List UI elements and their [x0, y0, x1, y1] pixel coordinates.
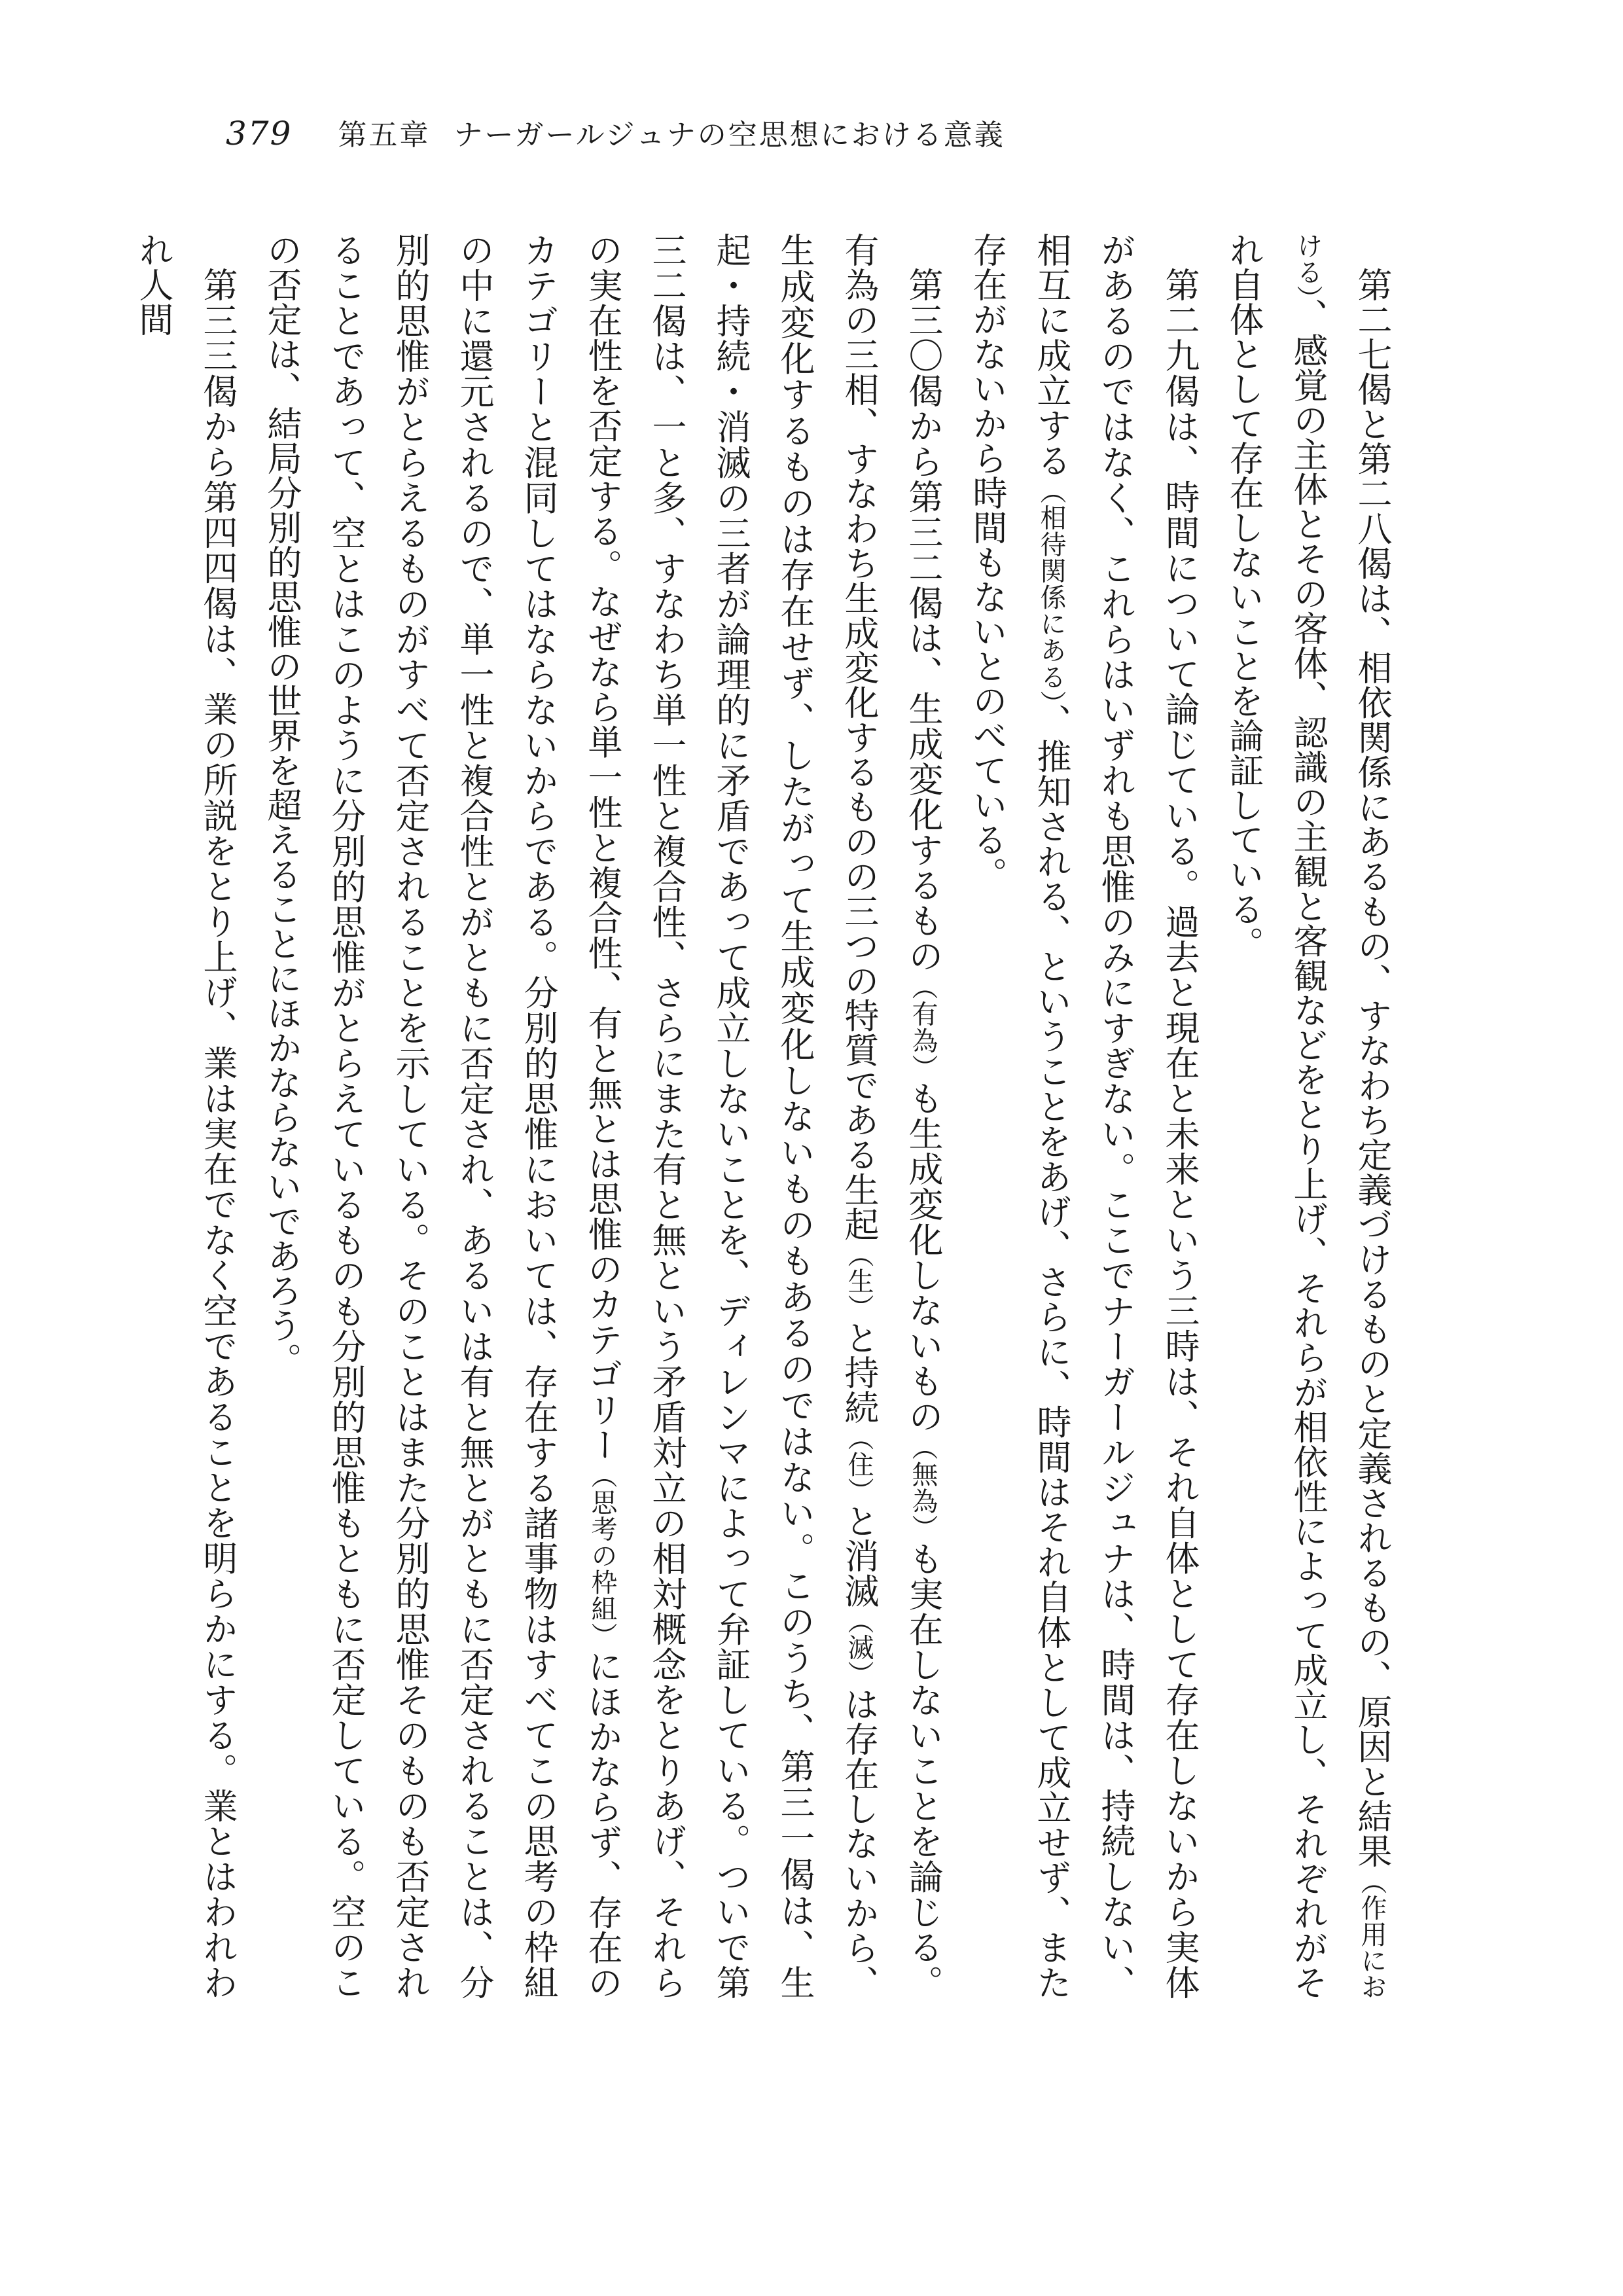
text-run: 第三三偈から第四四偈は、業の所説をとり上げ、業は実在でなく空であることを明らかにする。業とはわれわれ人間: [134, 232, 238, 2000]
inline-gloss: （相待関係にある）: [1036, 477, 1066, 704]
inline-gloss: （生）: [844, 1241, 874, 1320]
vertical-body-text: [134, 232, 1404, 2000]
page-number: 379: [226, 115, 293, 152]
inline-gloss: （無為）: [908, 1433, 938, 1541]
text-run: にほかならず、存在のカテゴリーと混同してはならないからである。分別的思惟においては、存在する諸事物はすべてこの思考の枠組の中に還元されるので、単一性と複合性とがともに否定され、あるいは有と無とがともに否定されることは、分別的思惟がとらえるものがすべて否定されることを示している。そのことはまた分別的思惟そのものも否定されることであって、空とはこのように分別的思惟がとらえているものも分別的思惟もともに否定している。空のこの否定は、結局分別的思惟の世界を超えることにほかならないであろう。: [262, 232, 622, 2000]
chapter-label: 第五章: [338, 118, 431, 152]
inline-gloss: （思考の枠組）: [587, 1462, 617, 1649]
paragraph-2: [955, 232, 1211, 2000]
text-run: と持続: [839, 1319, 879, 1425]
inline-gloss: （作用における）: [1293, 232, 1387, 2000]
text-run: 第二七偈と第二八偈は、相依関係にあるもの、すなわち定義づけるものと定義されるもの、原因と結果: [1352, 267, 1392, 1869]
text-run: 第二九偈は、時間について論じている。過去と現在と未来という三時は、それ自体として存在しないから実体があるのではなく、これらはいずれも思惟のみにすぎない。ここでナーガールジュナは、時間は、持続しない、相互に成立する: [1031, 232, 1200, 2000]
chapter-title: ナーガールジュナの空思想における意義: [454, 118, 1005, 152]
text-run: 、推知される、ということをあげ、さらに、時間はそれ自体として成立せず、また存在がないから時間もないとのべている。: [967, 232, 1071, 2000]
running-head: [338, 111, 1005, 153]
paragraph-3: [249, 232, 955, 2000]
inline-gloss: （滅）: [844, 1607, 874, 1687]
inline-gloss: （有為）: [908, 973, 938, 1081]
text-run: 第三〇偈から第三二偈は、生成変化するもの: [903, 267, 943, 974]
text-run: は存在しないから、生成変化するものは存在せず、したがって生成変化しないものもあるのではない。このうち、第三一偈は、生起・持続・消滅の三者が論理的に矛盾であって成立しないことを、ディレンマによって弁証している。ついで第三二偈は、一と多、すなわち単一性と複合性、さらにまた有と無という矛盾対立の相対概念をとりあげ、それらの実在性を否定する。なぜなら単一性と複合性、有と無とは思惟のカテゴリー: [582, 232, 879, 2000]
text-run: も生成変化しないもの: [903, 1081, 943, 1434]
running-header: [226, 111, 1005, 164]
paragraph-1: [1211, 232, 1404, 2000]
text-run: も実在しないことを論じる。有為の三相、すなわち生成変化するものの三つの特質である生起: [839, 232, 943, 2000]
text-run: と消滅: [839, 1503, 879, 1608]
paragraph-4: [121, 232, 249, 2000]
inline-gloss: （住）: [844, 1424, 874, 1503]
text-run: 、感覚の主体とその客体、認識の主観と客観などをとり上げ、それらが相依性によって成立し、それぞれがそれ自体として存在しないことを論証している。: [1224, 232, 1328, 2000]
